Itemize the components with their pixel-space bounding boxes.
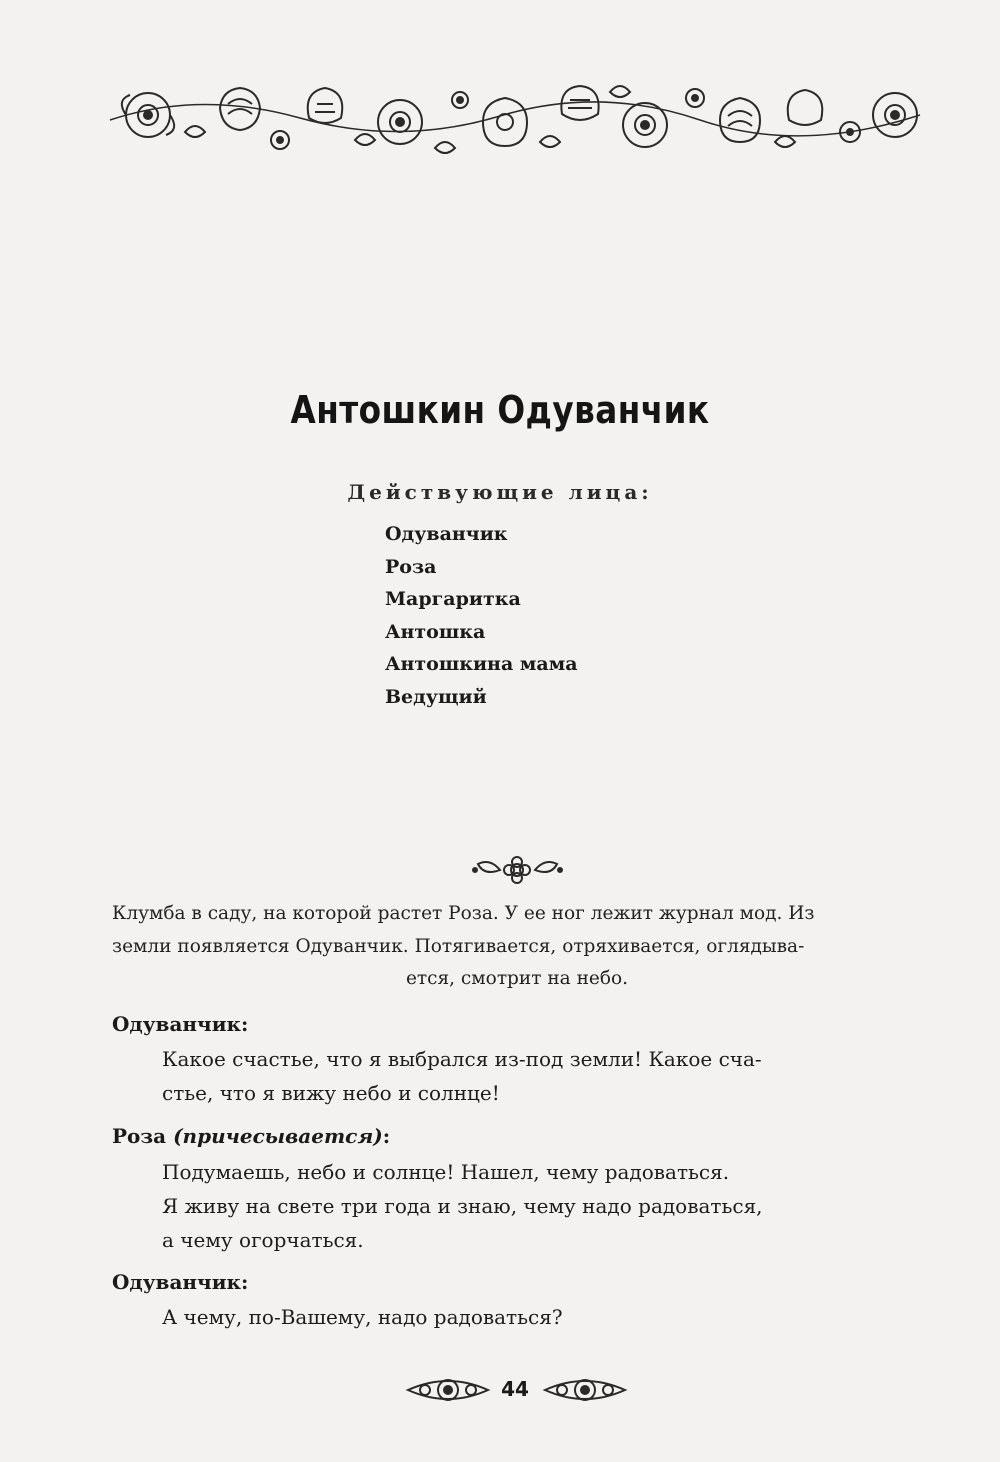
floral-border-icon (100, 70, 930, 165)
speaker-stage-note: (причесывается) (173, 1124, 383, 1148)
speech-line: стье, что я вижу небо и солнце! (162, 1081, 500, 1105)
speech-line: Подумаешь, небо и солнце! Нашел, чему радоваться. (162, 1160, 730, 1184)
speaker-name (112, 1270, 248, 1294)
speech-line: Какое счастье, что я выбрался из-под земли! Какое сча- (162, 1047, 762, 1071)
speaker-label: Одуванчик: (112, 1270, 249, 1294)
stage-direction-line: Клумба в саду, на которой растет Роза. У ее ног лежит журнал мод. Из (112, 903, 815, 924)
speech-block (162, 1300, 922, 1334)
speaker-label: Одуванчик: (112, 1012, 249, 1036)
cast-member: Одуванчик (385, 523, 508, 545)
floral-footer-icon (540, 1367, 630, 1413)
floral-divider-icon (470, 850, 565, 890)
cast-heading: Действующие лица: (347, 480, 653, 504)
cast-member: Маргаритка (385, 588, 521, 610)
speaker-label: Роза (112, 1124, 167, 1148)
cast-member: Ведущий (385, 685, 487, 708)
speaker-name (112, 1012, 248, 1036)
speech-line: Я живу на свете три года и знаю, чему надо радоваться, (162, 1194, 763, 1218)
cast-member: Роза (385, 555, 437, 578)
stage-direction-line: ется, смотрит на небо. (405, 968, 629, 989)
cast-member: Антошкина мама (385, 653, 578, 675)
page-title: Антошкин Одуванчик (290, 388, 710, 432)
speech-line: А чему, по-Вашему, надо радоваться? (162, 1305, 563, 1329)
speech-block (162, 1155, 922, 1257)
stage-direction-line: земли появляется Одуванчик. Потягивается, отряхивается, оглядыва- (112, 935, 805, 957)
speech-line: а чему огорчаться. (162, 1228, 364, 1252)
speaker-name: Роза (причесывается): (112, 1124, 391, 1148)
speech-block (162, 1042, 922, 1110)
stage-direction (112, 898, 922, 996)
page-number: 44 (501, 1377, 529, 1401)
cast-list (385, 518, 578, 713)
cast-member: Антошка (385, 620, 486, 643)
